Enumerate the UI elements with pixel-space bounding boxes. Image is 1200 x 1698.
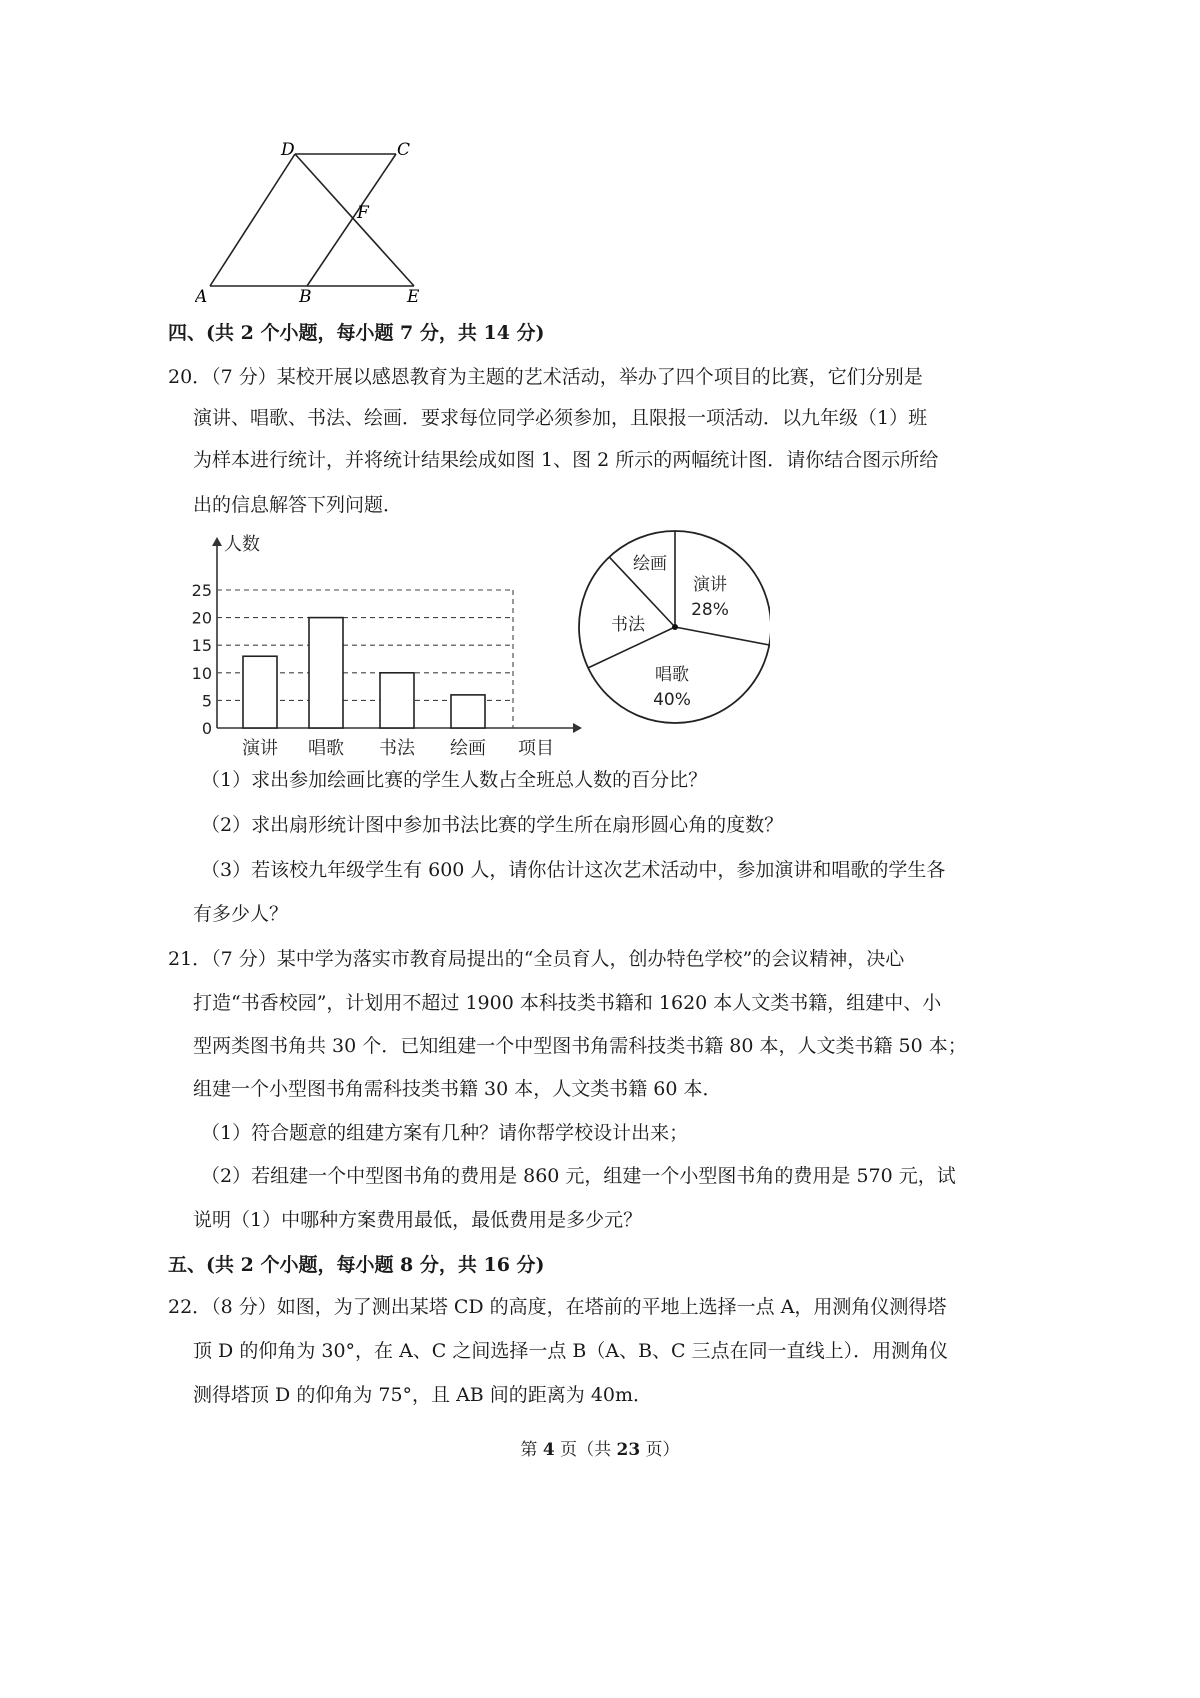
point-label-a: A bbox=[195, 287, 208, 307]
y-axis-arrow-icon bbox=[212, 537, 222, 546]
bar-4 bbox=[451, 695, 485, 728]
footer-prefix: 第 bbox=[520, 1440, 543, 1460]
pie-center-dot bbox=[672, 624, 678, 630]
q20-line-2: 演讲、唱歌、书法、绘画．要求每位同学必须参加，且限报一项活动．以九年级（1）班 bbox=[193, 407, 928, 429]
q22-line-1: 22．（8 分）如图，为了测出某塔 CD 的高度，在塔前的平地上选择一点 A，用测角仪测得塔 bbox=[168, 1296, 947, 1318]
bar-chart bbox=[190, 530, 590, 765]
q22-line-3: 测得塔顶 D 的仰角为 75°，且 AB 间的距离为 40m． bbox=[193, 1384, 653, 1406]
point-label-c: C bbox=[397, 140, 411, 160]
footer-total-pages: 23 bbox=[616, 1440, 641, 1460]
y-tick-label: 5 bbox=[201, 691, 212, 711]
q20-line-1: 20．（7 分）某校开展以感恩教育为主题的艺术活动，举办了四个项目的比赛，它们分别是 bbox=[168, 366, 923, 388]
geometry-figure bbox=[195, 135, 455, 310]
pie-slice-label: 演讲 bbox=[693, 575, 727, 595]
y-tick-label: 25 bbox=[191, 581, 212, 600]
q21-line-4: 组建一个小型图书角需科技类书籍 30 本，人文类书籍 60 本． bbox=[193, 1078, 722, 1100]
y-axis-label: 人数 bbox=[224, 534, 260, 555]
x-tick-label: 演讲 bbox=[242, 738, 278, 759]
y-tick-label: 15 bbox=[191, 636, 212, 656]
bar-1 bbox=[243, 656, 277, 728]
point-label-e: E bbox=[407, 287, 420, 307]
q20-sub-3-line-2: 有多少人？ bbox=[193, 903, 289, 925]
q21-line-3: 型两类图书角共 30 个．已知组建一个中型图书角需科技类书籍 80 本，人文类书籍 50 本； bbox=[193, 1035, 967, 1057]
point-label-d: D bbox=[281, 140, 295, 160]
q21-line-1: 21．（7 分）某中学为落实市教育局提出的“全员育人，创办特色学校”的会议精神，决心 bbox=[168, 948, 905, 970]
footer-suffix: 页） bbox=[640, 1440, 680, 1460]
x-tick-label: 唱歌 bbox=[308, 738, 344, 759]
q22-line-2: 顶 D 的仰角为 30°，在 A、C 之间选择一点 B（A、B、C 三点在同一直线上）．用测角仪 bbox=[193, 1340, 949, 1362]
q20-sub-1: （1）求出参加绘画比赛的学生人数占全班总人数的百分比？ bbox=[201, 769, 708, 791]
footer-mid: 页（共 bbox=[554, 1440, 617, 1460]
section-5-heading: 五、(共 2 个小题，每小题 8 分，共 16 分) bbox=[168, 1254, 545, 1276]
q21-sub-2-line-2: 说明（1）中哪种方案费用最低，最低费用是多少元？ bbox=[193, 1209, 643, 1231]
pie-slice-percent: 40% bbox=[653, 690, 691, 710]
x-tick-label: 绘画 bbox=[450, 738, 486, 759]
bar-3 bbox=[380, 673, 414, 728]
q20-line-4: 出的信息解答下列问题． bbox=[193, 494, 403, 516]
q21-sub-2-line-1: （2）若组建一个中型图书角的费用是 860 元，组建一个小型图书角的费用是 570 元，试 bbox=[201, 1165, 956, 1187]
pie-slice-label: 唱歌 bbox=[655, 665, 689, 685]
footer-page-number: 4 bbox=[542, 1440, 555, 1460]
y-tick-label: 20 bbox=[191, 608, 212, 628]
point-label-b: B bbox=[299, 287, 312, 307]
q20-sub-2: （2）求出扇形统计图中参加书法比赛的学生所在扇形圆心角的度数？ bbox=[201, 814, 784, 836]
pie-slice-percent: 28% bbox=[691, 600, 729, 620]
y-tick-label: 10 bbox=[191, 663, 212, 683]
section-4-heading: 四、(共 2 个小题，每小题 7 分，共 14 分) bbox=[168, 322, 545, 344]
bar-2 bbox=[309, 618, 343, 728]
page-footer bbox=[0, 1435, 1200, 1460]
q20-line-3: 为样本进行统计，并将统计结果绘成如图 1、图 2 所示的两幅统计图．请你结合图示所给 bbox=[193, 449, 939, 471]
q21-line-2: 打造“书香校园”，计划用不超过 1900 本科技类书籍和 1620 本人文类书籍，组建中、小 bbox=[193, 992, 942, 1014]
y-tick-label: 0 bbox=[201, 719, 212, 738]
pie-slice-label: 书法 bbox=[611, 615, 645, 635]
pie-chart bbox=[570, 525, 770, 730]
q21-sub-1: （1）符合题意的组建方案有几种？请你帮学校设计出来； bbox=[201, 1122, 689, 1144]
q20-sub-3-line-1: （3）若该校九年级学生有 600 人，请你估计这次艺术活动中，参加演讲和唱歌的学生各 bbox=[201, 859, 946, 881]
x-tick-label: 书法 bbox=[379, 738, 415, 759]
x-axis-label: 项目 bbox=[518, 738, 554, 759]
pie-slice-label: 绘画 bbox=[633, 554, 667, 574]
point-label-f: F bbox=[357, 203, 369, 223]
